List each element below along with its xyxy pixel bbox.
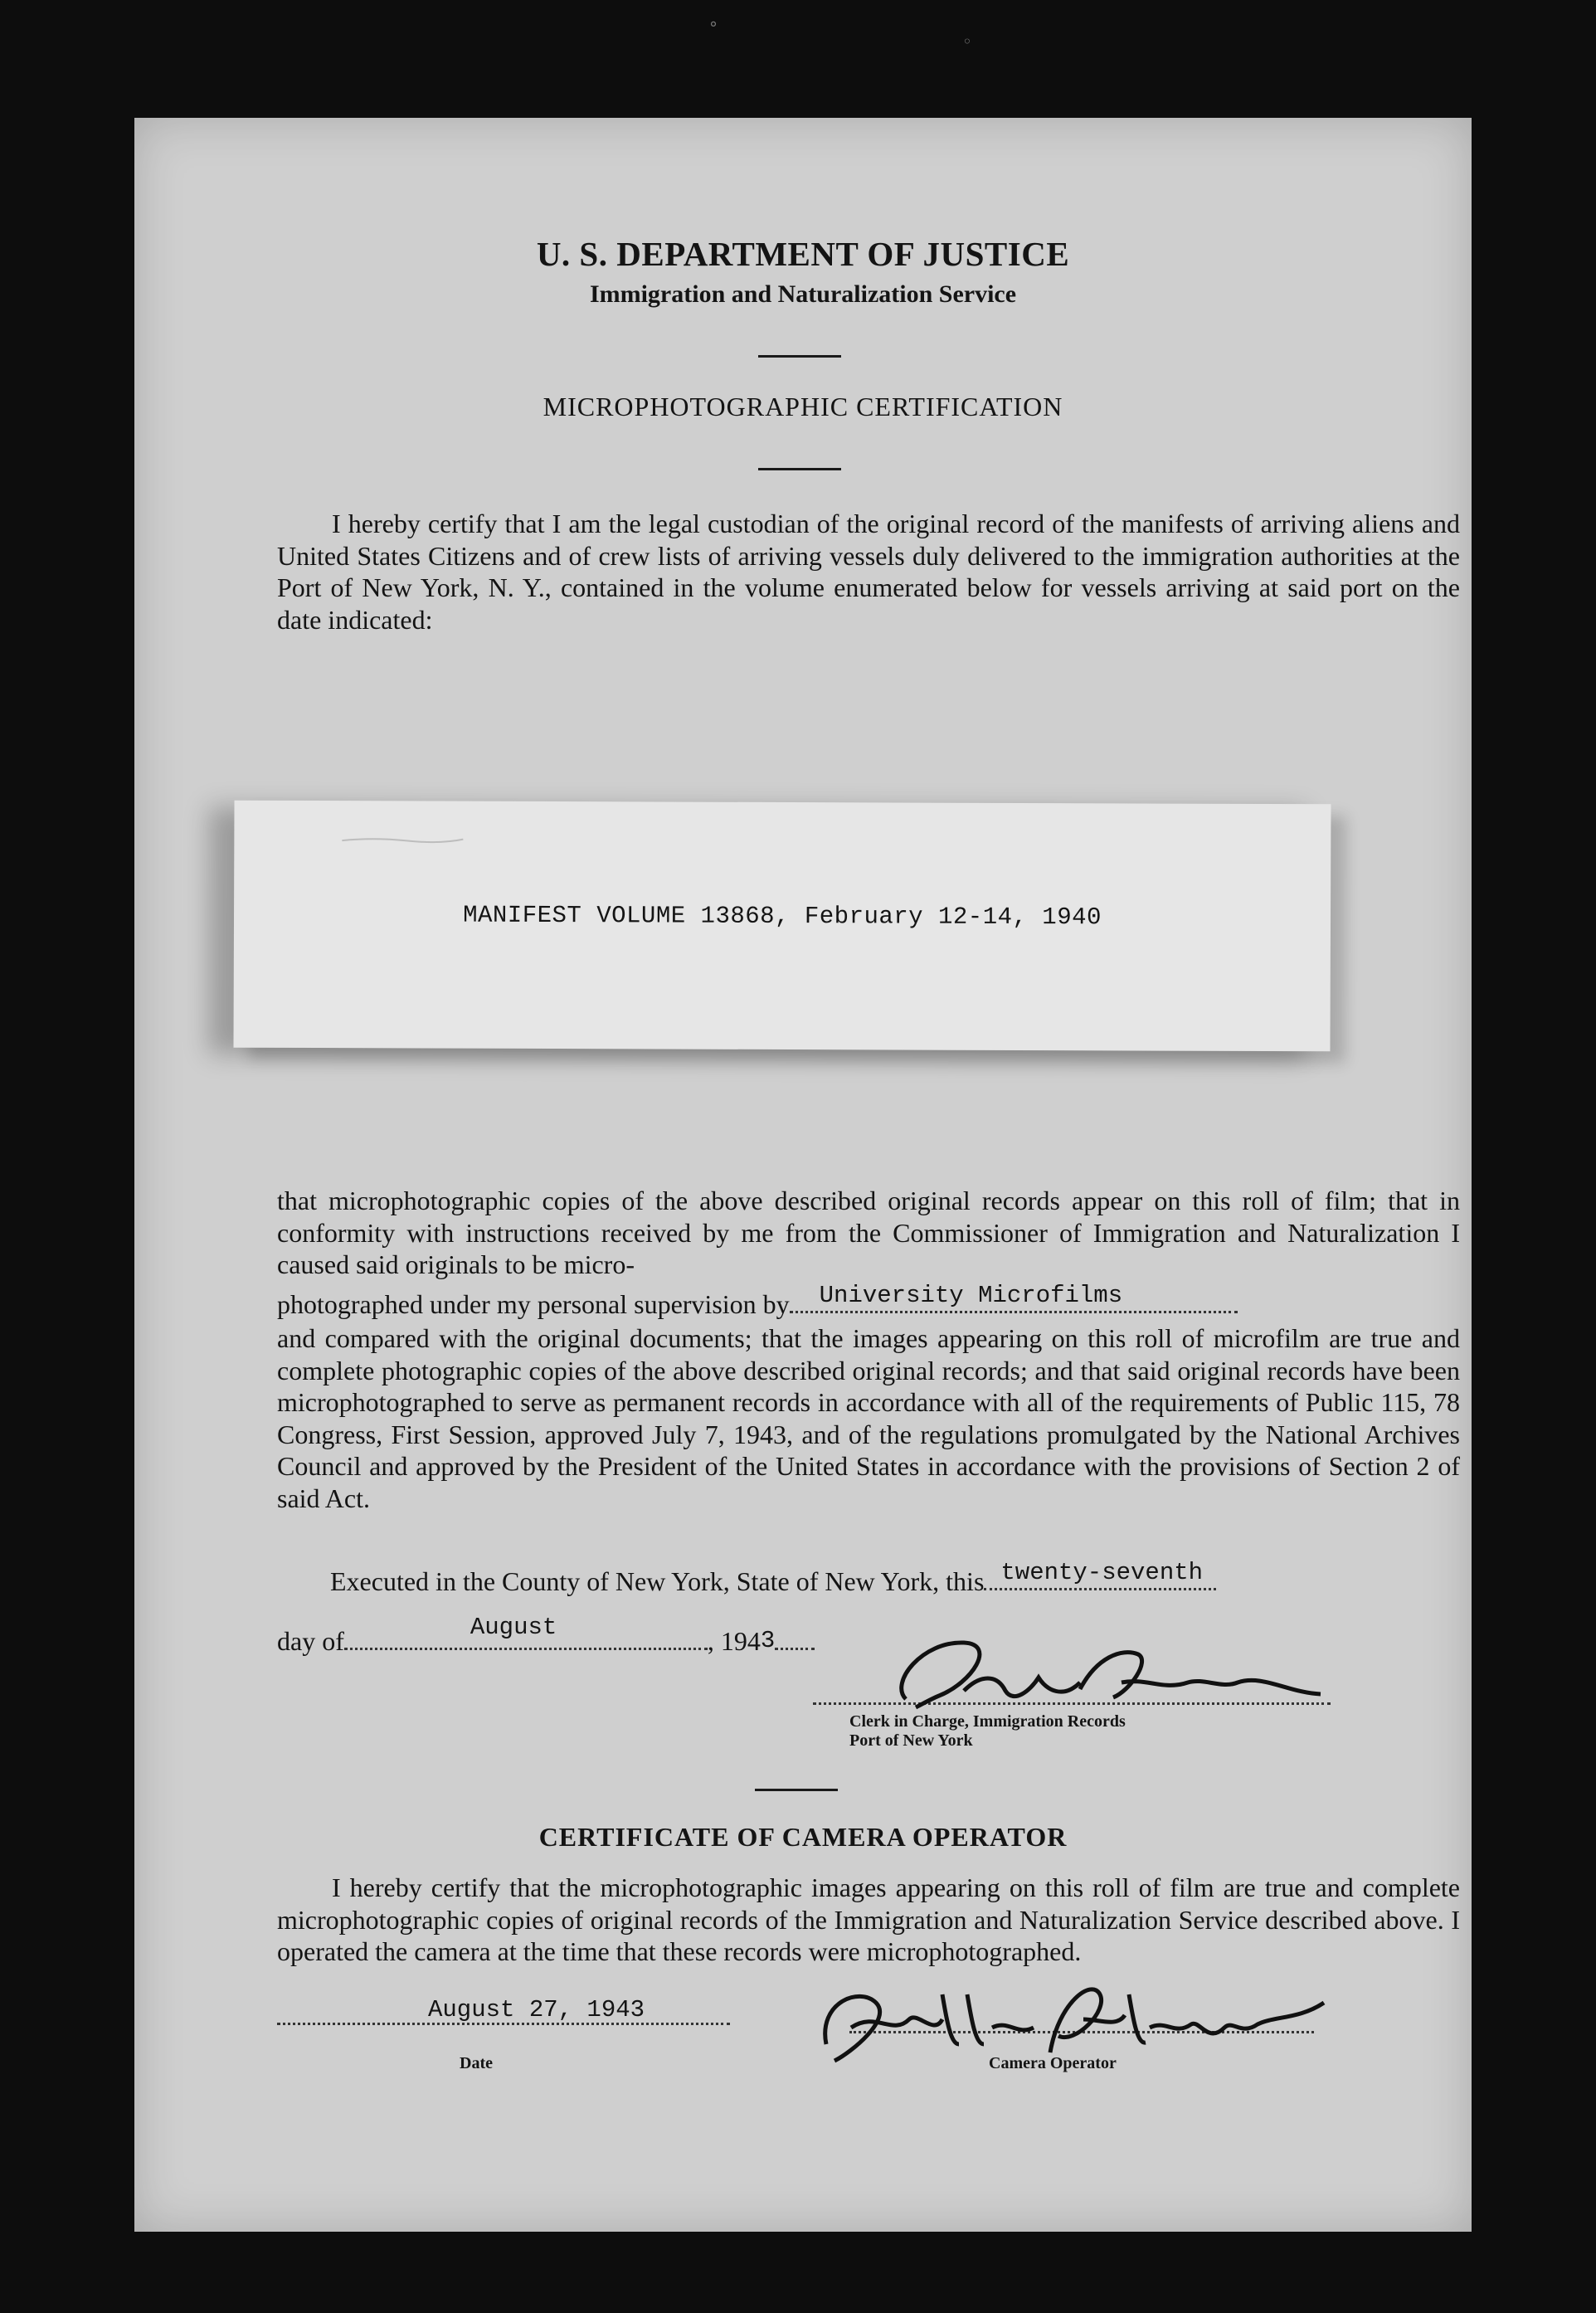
day-field (984, 1559, 1216, 1590)
camera-text: I hereby certify that the microphotographic images appearing on this roll of film are true and complete microphotographic copies of original records of the Immigration and Naturalization Service described above. I operated the camera at the time that these records were microphotographed. (277, 1872, 1460, 1966)
compliance-text: and compared with the original documents; that the images appearing on this roll of microfilm are true and complete photographic copies of the above described original records; and that said original records have been microphotographed to serve as permanent records in accordance with all of the requirements of Public 115, 78 Congress, First Session, approved July 7, 1943, and of the regulations promulgated by the National Archives Council and approved by the President of the United States in accordance with the provisions of Section 2 of said Act. (277, 1323, 1460, 1513)
date-label: Date (460, 2054, 493, 2072)
executed-line (330, 1559, 1216, 1597)
clerk-title (849, 1712, 1126, 1751)
year-prefix: , 194 (707, 1626, 761, 1656)
year-dots (775, 1626, 815, 1650)
certification-title: MICROPHOTOGRAPHIC CERTIFICATION (543, 392, 1063, 421)
divider (755, 1789, 838, 1791)
manifest-volume-text: MANIFEST VOLUME 13868, February 12-14, 1940 (463, 901, 1102, 932)
clerk-title-line1: Clerk in Charge, Immigration Records (849, 1712, 1126, 1731)
camera-paragraph (277, 1872, 1460, 1968)
camera-date-value: August 27, 1943 (428, 1996, 645, 2023)
divider (758, 468, 841, 470)
service-subheading: Immigration and Naturalization Service (589, 280, 1017, 308)
microfilm-paragraph (277, 1185, 1460, 1281)
film-frame-mark: ° (709, 18, 718, 38)
compliance-paragraph (277, 1322, 1460, 1514)
department-heading: U. S. DEPARTMENT OF JUSTICE (536, 235, 1070, 273)
divider (758, 355, 841, 358)
film-frame-mark: ◦ (962, 32, 972, 51)
supervision-line (277, 1282, 1238, 1320)
day-of-label: day of (277, 1626, 344, 1656)
month-field (344, 1614, 708, 1650)
manifest-slip (233, 801, 1331, 1052)
clerk-signature (873, 1624, 1337, 1716)
month-value: August (470, 1614, 557, 1641)
custodian-paragraph (277, 508, 1460, 635)
day-value: twenty-seventh (1000, 1559, 1204, 1586)
microfilm-text: that microphotographic copies of the above described original records appear on this roll of film; that in conformity with instructions received by me from the Commissioner of Immigration and Naturalization I caused said originals to be micro- (277, 1186, 1460, 1279)
certificate-page (134, 118, 1472, 2232)
executed-prefix: Executed in the County of New York, State of New York, this (330, 1566, 985, 1596)
company-value: University Microfilms (819, 1282, 1123, 1309)
company-field (790, 1282, 1238, 1313)
date-of-line (277, 1614, 815, 1658)
clerk-title-line2: Port of New York (849, 1731, 973, 1750)
year-digit: 3 (760, 1627, 776, 1654)
pencil-mark-icon (340, 835, 465, 845)
custodian-text: I hereby certify that I am the legal custodian of the original record of the manifests of arriving aliens and United States Citizens and of crew lists of arriving vessels duly delivered to the immigration authorities at the Port of New York, N. Y., contained in the volume enumerated below for vessels arriving at said port on the date indicated: (277, 509, 1460, 635)
supervision-prefix: photographed under my personal supervision by (277, 1289, 790, 1319)
camera-certificate-title: CERTIFICATE OF CAMERA OPERATOR (538, 1822, 1068, 1852)
clerk-signature-text: Geo. Baccar (873, 1624, 877, 1625)
camera-operator-label: Camera Operator (989, 2054, 1117, 2072)
